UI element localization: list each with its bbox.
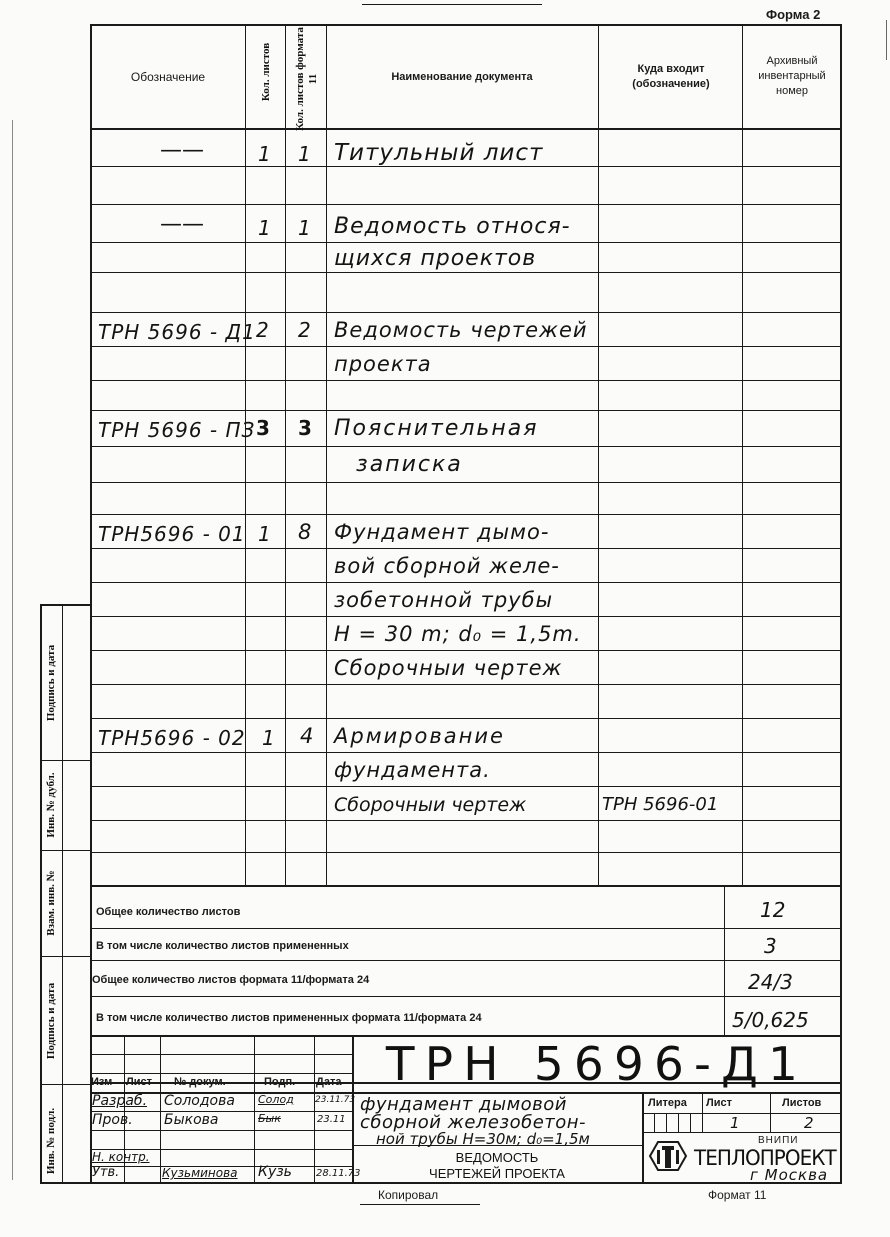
tb-col-sign: Подп. [264,1076,296,1088]
tb-date-2: 23.11 [317,1114,346,1125]
header-sheet-count: Кол. листов [260,42,272,102]
total-3-value: 24/3 [748,970,793,994]
row6-name-3: Сборочныи чертеж [334,794,527,816]
row3-designation: ТРН 5696 - Д1 [98,320,256,344]
row2-name-2: щихся проектов [334,246,537,271]
row4-sheets: 3 [256,416,270,440]
tb-col-izm: Изм [91,1076,113,1088]
tb-litera-label: Литера [648,1097,687,1109]
row5-format-sheets: 8 [298,520,312,544]
tb-name-4: Кузьминова [162,1166,238,1180]
row4-name-1: Пояснительная [334,416,539,441]
tb-role-4: Утв. [92,1165,120,1180]
row6-sheets: 1 [262,726,275,750]
tb-object-name-1: фундамент дымовой [360,1094,567,1115]
total-4-label: В том числе количество листов примененных формата 11/формата 24 [96,1012,482,1024]
total-4-value: 5/0,625 [732,1008,809,1032]
header-sheet-count-format [294,23,320,135]
side-strip-lower [40,1084,90,1184]
side-label-2: Инв. № дубл. [45,772,57,838]
tb-doc-title-2: ЧЕРТЕЖЕЙ ПРОЕКТА [429,1166,565,1181]
tb-sheets-value: 2 [804,1114,814,1132]
total-2-value: 3 [764,934,777,958]
top-stroke [362,4,542,5]
side-label-4: Подпись и дата [45,982,57,1060]
tb-name-1: Солодова [164,1093,235,1109]
row2-sheets: 1 [258,216,271,240]
row1-name-1: Титульный лист [334,140,544,166]
document-code: ТРН 5696-Д1 [385,1037,809,1091]
tb-col-list: Лист [126,1076,152,1088]
total-1-value: 12 [760,898,786,922]
row6-name-1: Армирование [334,724,505,748]
row6-designation: ТРН5696 - 02 [98,726,246,750]
header-designation: Обозначение [130,70,206,84]
row4-designation: ТРН 5696 - ПЗ [98,418,256,442]
total-1-label: Общее количество листов [96,906,241,918]
tb-role-2: Пров. [92,1112,133,1128]
tb-org-small: ВНИПИ [758,1135,799,1146]
row3-name-1: Ведомость чертежей [334,318,588,342]
total-2-label: В том числе количество листов примененных [96,940,349,952]
org-logo-icon [648,1136,688,1176]
row5-name-2: вой сборной желе- [334,554,560,578]
row5-name-5: Сборочныи чертеж [334,656,563,680]
row1-sheets: 1 [258,142,271,166]
tb-doc-title-1: ВЕДОМОСТЬ [455,1150,539,1165]
header-sheet-count-format-text: Кол. листов формата 11 [294,27,319,131]
header-where-used: Куда входит (обозначение) [632,63,710,90]
tb-col-date: Дата [316,1076,342,1088]
tb-sign-2: Бык [258,1112,281,1125]
tb-object-name-3: ной трубы H=30м; d₀=1,5м [376,1130,590,1148]
tb-sheets-label: Листов [782,1097,822,1109]
tb-object-name-2: сборной железобетон- [360,1112,587,1133]
row4-format-sheets: 3 [298,416,312,440]
row5-sheets: 1 [258,522,271,546]
row5-designation: ТРН5696 - 01 [98,522,246,546]
row6-name-2: фундамента. [334,758,491,782]
header-archive-number: Архивный инвентарный номер [758,55,826,97]
row2-format-sheets: 1 [298,216,311,240]
row2-designation: —— [160,212,204,237]
tb-sheet-label: Лист [706,1097,732,1109]
tb-date-1: 23.11.73 [315,1095,356,1105]
footer-format: Формат 11 [708,1188,767,1202]
side-label-1: Подпись и дата [45,644,57,722]
tb-sign-1: Солод [258,1093,294,1106]
row1-designation: —— [160,138,204,163]
row4-name-2: записка [356,452,463,477]
tb-name-2: Быкова [164,1112,219,1128]
form-label: Форма 2 [766,7,821,22]
row5-name-4: H = 30 m; d₀ = 1,5m. [334,622,582,646]
row6-where-used: ТРН 5696-01 [602,794,719,815]
tb-sign-4: Кузь [258,1164,292,1180]
row3-sheets: 2 [256,318,269,342]
tb-col-doc: № докум. [174,1076,226,1088]
tb-role-3: Н. контр. [92,1150,150,1164]
row2-name-1: Ведомость относя- [334,214,571,239]
tb-sheet-value: 1 [730,1114,740,1132]
row3-name-2: проекта [334,352,432,376]
tb-org-name: ТЕПЛОПРОЕКТ [694,1146,836,1170]
footer-copied: Копировал [378,1188,439,1202]
header-document-name: Наименование документа [391,71,533,83]
side-label-3: Взам. инв. № [45,870,57,936]
tb-date-4: 28.11.73 [316,1168,361,1179]
row5-name-1: Фундамент дымо- [334,520,550,544]
row5-name-3: зобетонной трубы [334,588,554,612]
row3-format-sheets: 2 [298,318,311,342]
row1-format-sheets: 1 [298,142,311,166]
tb-role-1: Разраб. [92,1093,148,1109]
total-3-label: Общее количество листов формата 11/формата 24 [92,974,370,986]
row6-format-sheets: 4 [300,724,314,748]
side-label-5: Инв. № подл. [45,1107,57,1175]
tb-city: г Москва [750,1166,829,1184]
